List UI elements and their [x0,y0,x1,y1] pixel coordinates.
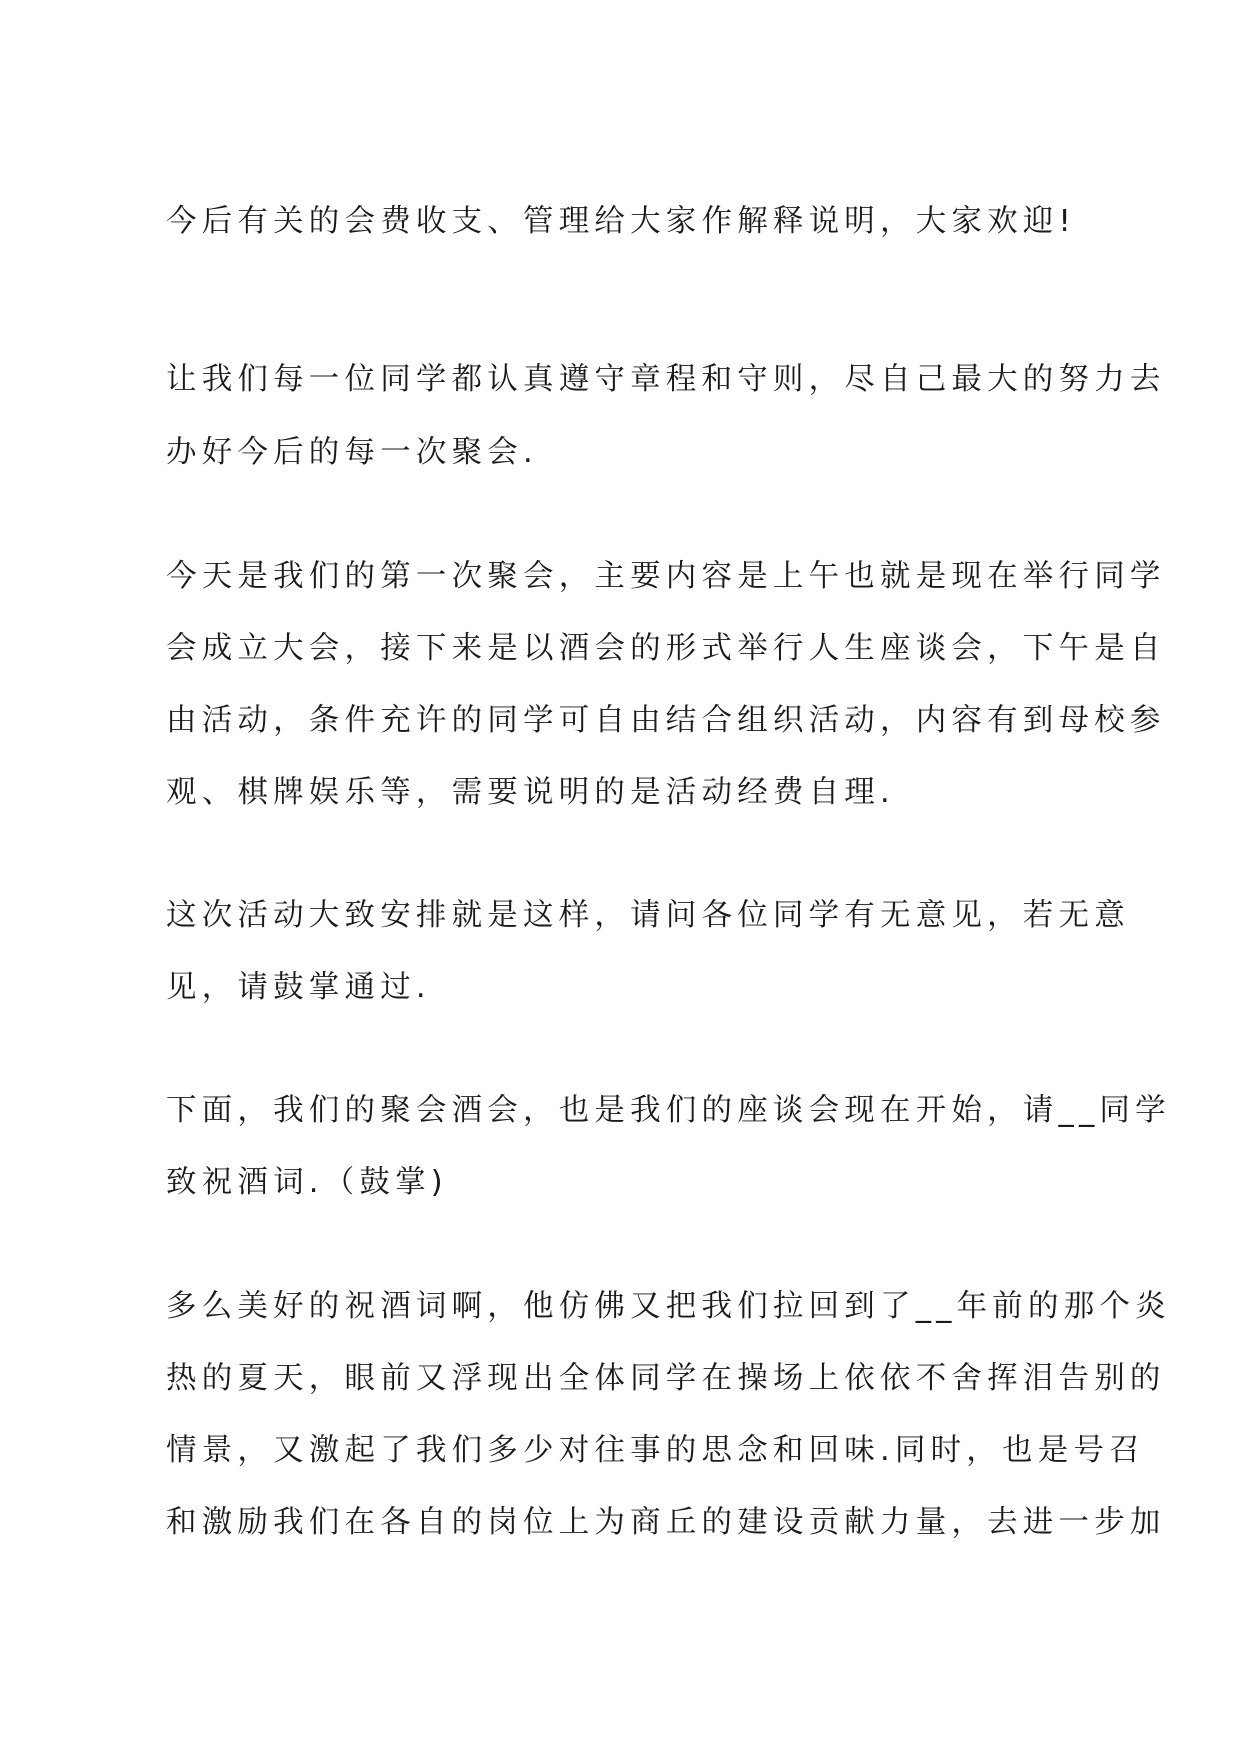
paragraph-1-line-1: 今后有关的会费收支、管理给大家作解释说明，大家欢迎! [166,204,1076,239]
paragraph-3-line-1: 今天是我们的第一次聚会，主要内容是上午也就是现在举行同学 [166,559,1166,594]
paragraph-6-line-4: 和激励我们在各自的岗位上为商丘的建设贡献力量，去进一步加 [166,1505,1166,1540]
paragraph-5-line-2: 致祝酒词.（鼓掌) [166,1165,448,1200]
paragraph-4-line-2: 见，请鼓掌通过. [166,970,431,1005]
paragraph-2-line-1: 让我们每一位同学都认真遵守章程和守则，尽自己最大的努力去 [166,362,1166,397]
paragraph-5-line-1: 下面，我们的聚会酒会，也是我们的座谈会现在开始，请__同学 [166,1093,1171,1128]
paragraph-6-line-1: 多么美好的祝酒词啊，他仿佛又把我们拉回到了__年前的那个炎 [166,1289,1171,1324]
paragraph-3-line-3: 由活动，条件充许的同学可自由结合组织活动，内容有到母校参 [166,703,1166,738]
paragraph-4-line-1: 这次活动大致安排就是这样，请问各位同学有无意见，若无意 [166,898,1130,933]
paragraph-2-line-2: 办好今后的每一次聚会. [166,435,538,470]
paragraph-6-line-2: 热的夏天，眼前又浮现出全体同学在操场上依依不舍挥泪告别的 [166,1361,1166,1396]
paragraph-3-line-4: 观、棋牌娱乐等，需要说明的是活动经费自理. [166,775,895,810]
paragraph-6-line-3: 情景，又激起了我们多少对往事的思念和回味.同时，也是号召 [166,1433,1145,1468]
paragraph-3-line-2: 会成立大会，接下来是以酒会的形式举行人生座谈会，下午是自 [166,631,1166,666]
